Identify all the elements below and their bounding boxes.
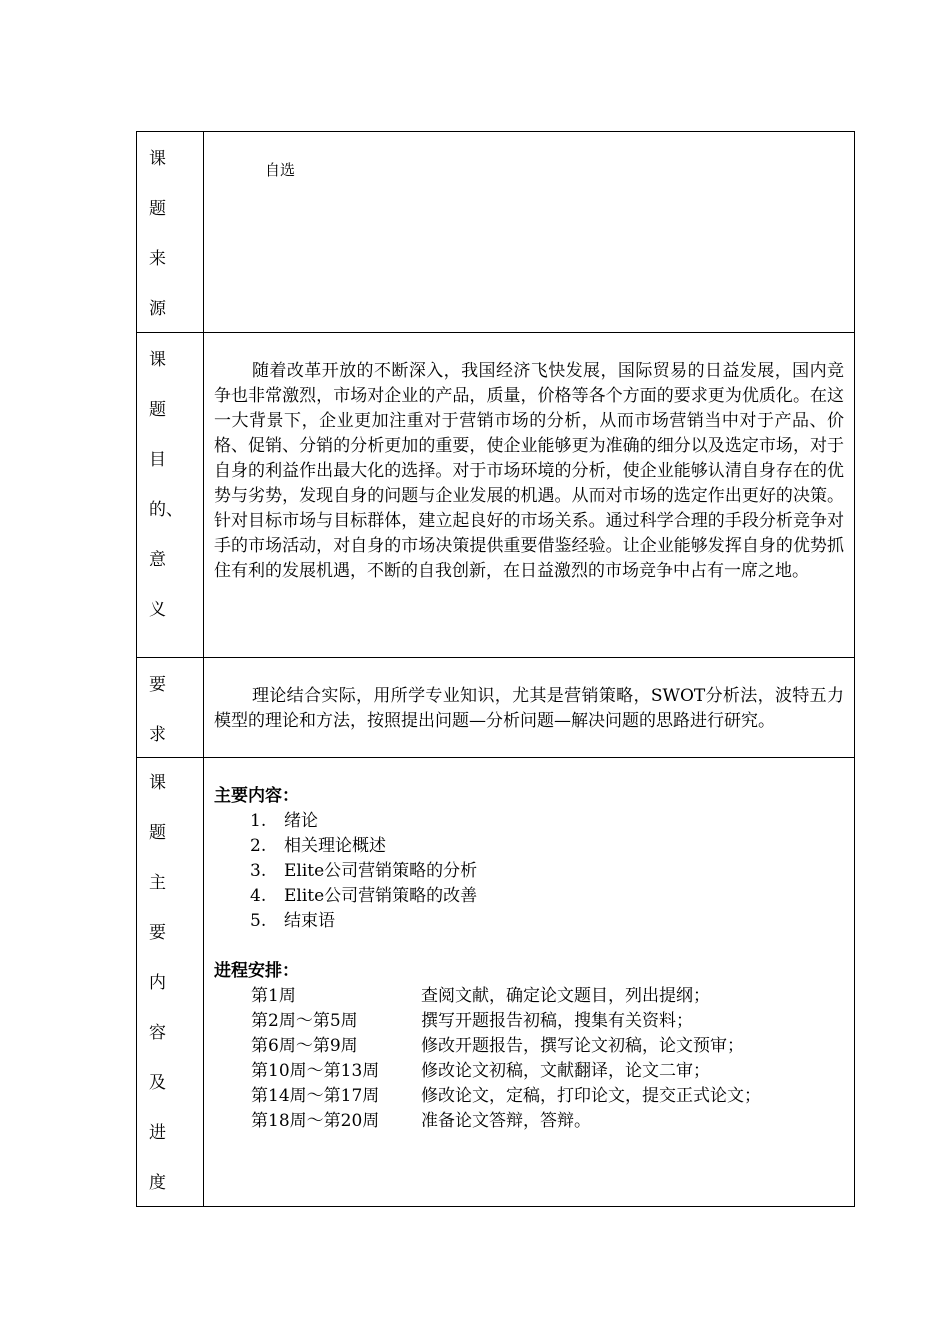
label-char: 求	[149, 725, 166, 745]
label-char: 容	[149, 1023, 166, 1043]
schedule-item: 第10周～第13周 修改论文初稿，文献翻译，论文二审；	[251, 1061, 710, 1081]
label-char: 课	[149, 350, 166, 370]
label-purpose	[137, 333, 204, 657]
label-char: 要	[149, 923, 166, 943]
label-char: 题	[149, 199, 166, 219]
topic-source-cell	[204, 132, 854, 332]
label-char: 题	[149, 823, 166, 843]
label-char: 主	[149, 873, 166, 893]
schedule-heading: 进程安排：	[214, 961, 299, 981]
list-item: 3. Elite公司营销策略的分析	[250, 861, 478, 881]
label-char: 课	[149, 773, 166, 793]
label-char: 及	[149, 1073, 166, 1093]
purpose-text: 随着改革开放的不断深入，我国经济飞快发展，国际贸易的日益发展，国内竞争也非常激烈，市场对企业的产品，质量，价格等各个方面的要求更为优质化。在这一大背景下，企业更加注重对于营销市场的分析，从而市场营销当中对于产品、价格、促销、分销的分析更加的重要，使企业能够更为准确的细分以及选定市场，对于自身的利益作出最大化的选择。对于市场环境的分析，使企业能够认清自身存在的优势与劣势，发现自身的问题与企业发展的机遇。从而对市场的选定作出更好的决策。针对目标市场与目标群体，建立起良好的市场关系。通过科学合理的手段分析竞争对手的市场活动，对自身的市场决策提供重要借鉴经验。让企业能够发挥自身的优势抓住有利的发展机遇，不断的自我创新，在日益激烈的市场竞争中占有一席之地。	[214, 361, 844, 581]
row-requirements	[137, 657, 854, 757]
schedule-item: 第6周～第9周 修改开题报告，撰写论文初稿，论文预审；	[251, 1036, 744, 1056]
requirements-cell	[204, 658, 854, 757]
schedule-list	[204, 984, 854, 1134]
label-char: 义	[149, 600, 166, 620]
content-schedule-cell	[204, 758, 854, 1206]
label-content-schedule	[137, 758, 204, 1206]
schedule-item: 第14周～第17周 修改论文，定稿，打印论文，提交正式论文；	[251, 1086, 761, 1106]
label-char: 进	[149, 1123, 166, 1143]
list-item: 2. 相关理论概述	[250, 836, 386, 856]
row-topic-source	[137, 132, 854, 332]
label-char: 来	[149, 249, 166, 269]
label-char: 题	[149, 400, 166, 420]
topic-source-value: 自选	[265, 161, 296, 179]
label-char: 课	[149, 149, 166, 169]
list-item: 5. 结束语	[250, 911, 335, 931]
schedule-item: 第2周～第5周 撰写开题报告初稿，搜集有关资料；	[251, 1011, 693, 1031]
list-item: 4. Elite公司营销策略的改善	[250, 886, 478, 906]
schedule-item: 第18周～第20周 准备论文答辩，答辩。	[251, 1111, 591, 1131]
label-char: 要	[149, 675, 166, 695]
label-char: 内	[149, 973, 166, 993]
main-content-list	[204, 809, 854, 934]
label-char: 源	[149, 299, 166, 319]
label-char: 度	[149, 1173, 166, 1193]
schedule-item: 第1周 查阅文献，确定论文题目，列出提纲；	[251, 986, 710, 1006]
label-topic-source	[137, 132, 204, 332]
list-item: 1. 绪论	[250, 811, 318, 831]
requirements-text: 理论结合实际，用所学专业知识，尤其是营销策略，SWOT分析法，波特五力模型的理论和方法，按照提出问题—分析问题—解决问题的思路进行研究。	[214, 686, 844, 731]
row-purpose	[137, 332, 854, 657]
label-char: 目	[149, 450, 166, 470]
proposal-table	[136, 131, 855, 1207]
row-content-schedule	[137, 757, 854, 1206]
label-char: 的、	[149, 500, 183, 520]
label-char: 意	[149, 550, 166, 570]
main-content-heading: 主要内容：	[214, 786, 299, 806]
purpose-cell	[204, 333, 854, 657]
label-requirements	[137, 658, 204, 757]
